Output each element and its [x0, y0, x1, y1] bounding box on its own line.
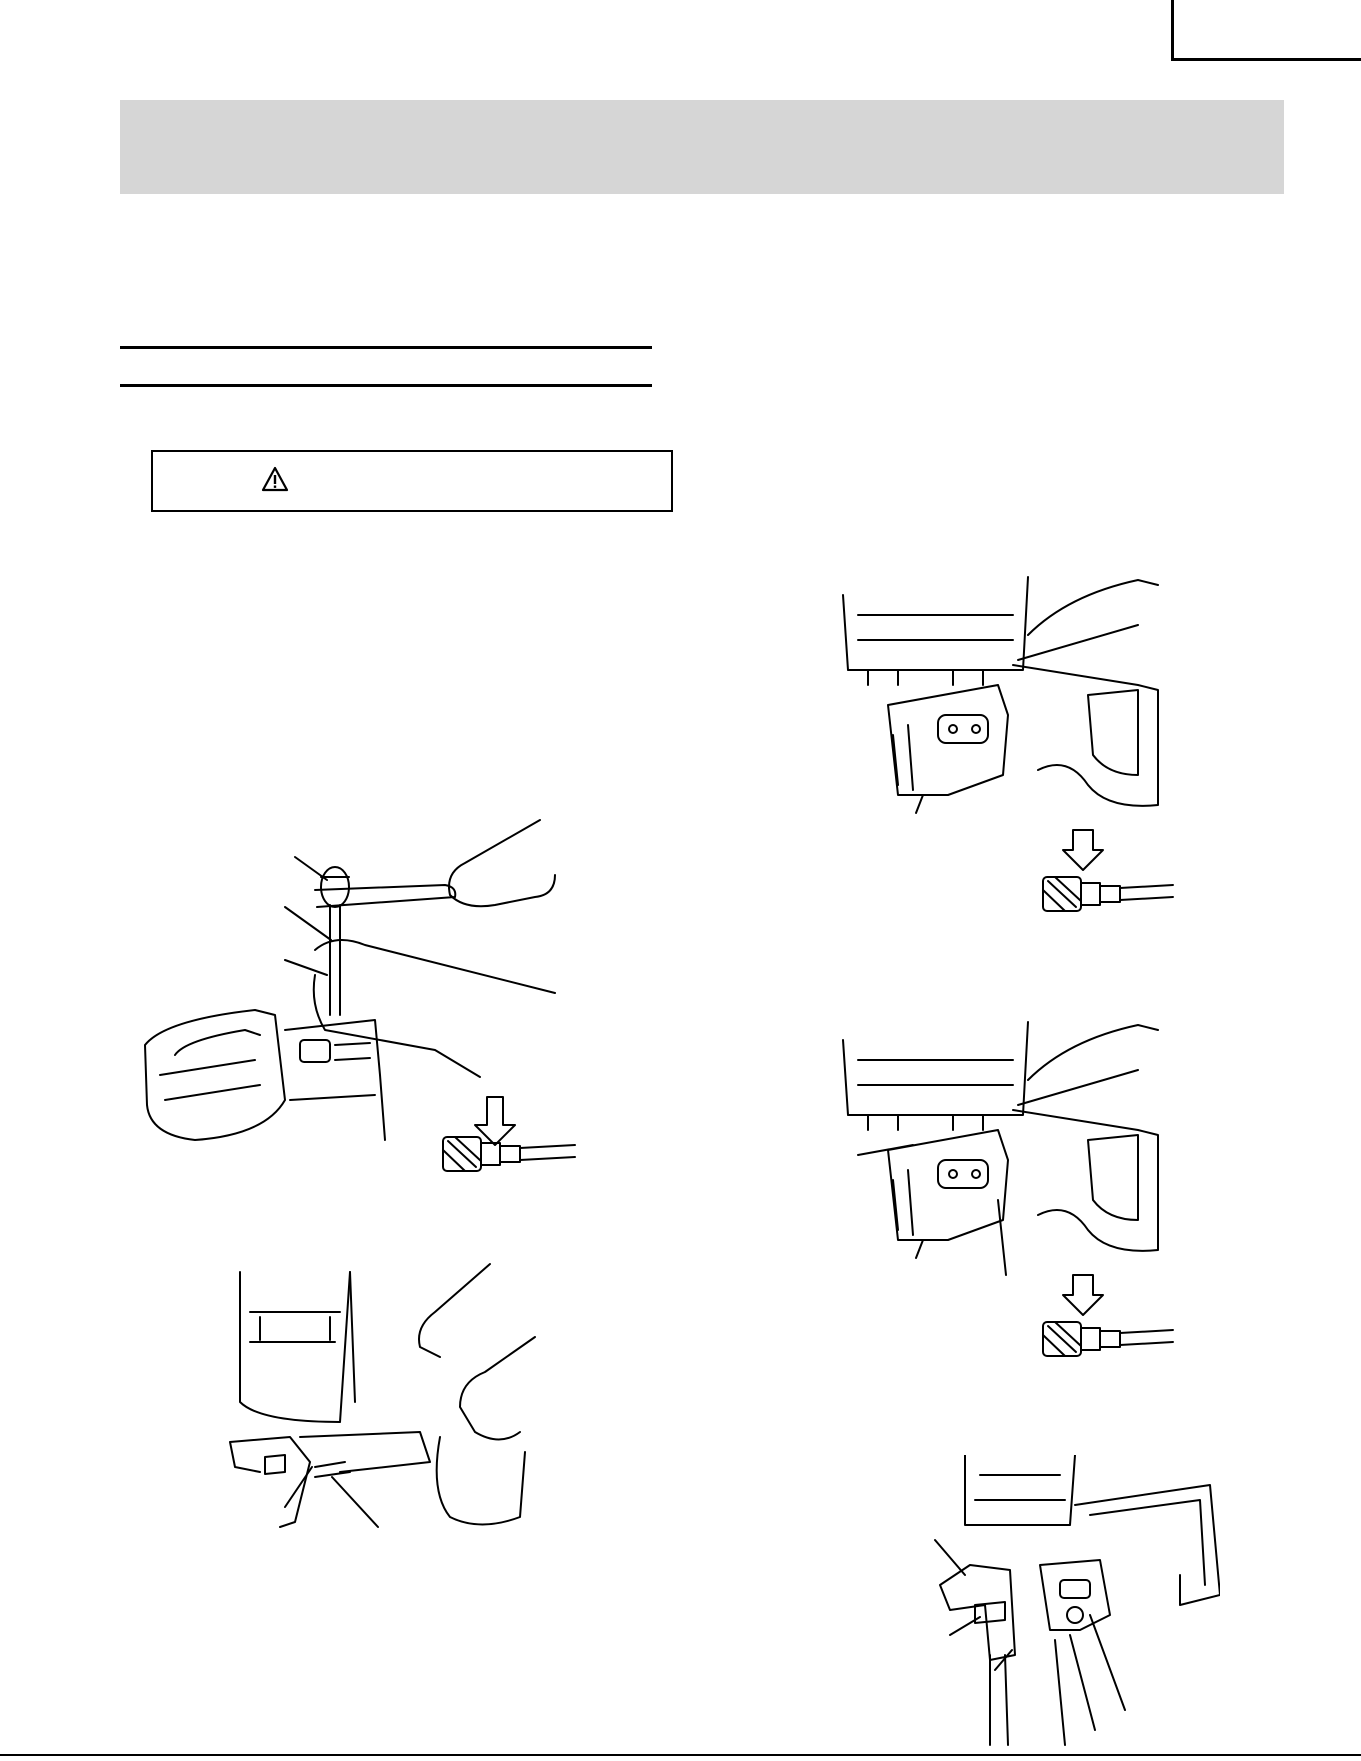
section-title-band	[120, 100, 1284, 194]
page-corner-tab	[1171, 0, 1361, 61]
page-bottom-rule	[0, 1754, 1361, 1756]
figure-hands-magazine	[220, 1262, 550, 1542]
warning-triangle-icon	[261, 466, 289, 492]
figure-nose-air-2	[838, 1020, 1178, 1365]
figure-hammer-pin	[135, 815, 595, 1185]
figure-nose-air-1	[838, 575, 1178, 920]
warning-box	[151, 450, 673, 512]
heading-bottom-rule	[120, 384, 652, 387]
heading-top-rule	[120, 346, 652, 349]
figure-nose-detail	[930, 1455, 1220, 1750]
